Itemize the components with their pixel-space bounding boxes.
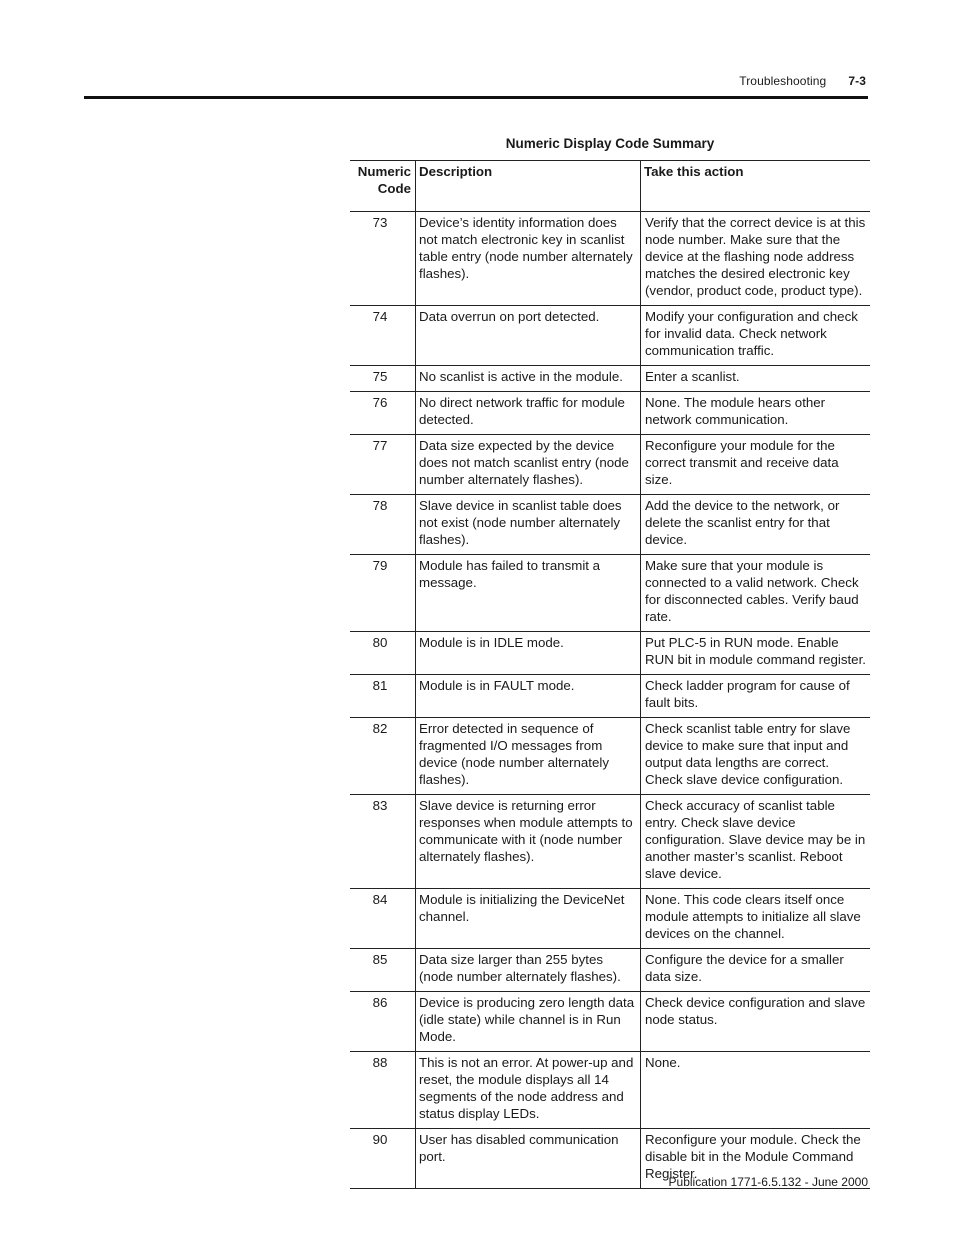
description-cell: No direct network traffic for module detected. (416, 392, 641, 435)
description-cell: No scanlist is active in the module. (416, 366, 641, 392)
description-cell: Module is in FAULT mode. (416, 675, 641, 718)
description-cell: This is not an error. At power-up and reset, the module displays all 14 segments of the node address and status display LEDs. (416, 1052, 641, 1129)
table-row (350, 1052, 870, 1129)
code-cell: 85 (350, 949, 416, 992)
description-cell: User has disabled communication port. (416, 1129, 641, 1189)
table-row (350, 435, 870, 495)
code-cell: 82 (350, 718, 416, 795)
table-row (350, 949, 870, 992)
table-row (350, 392, 870, 435)
code-cell: 78 (350, 495, 416, 555)
description-cell: Data size expected by the device does not match scanlist entry (node number alternately flashes). (416, 435, 641, 495)
code-cell: 80 (350, 632, 416, 675)
action-cell: Add the device to the network, or delete the scanlist entry for that device. (641, 495, 871, 555)
table-title: Numeric Display Code Summary (505, 136, 715, 151)
code-cell: 77 (350, 435, 416, 495)
action-cell: Check ladder program for cause of fault bits. (641, 675, 871, 718)
code-cell: 81 (350, 675, 416, 718)
action-cell: Put PLC-5 in RUN mode. Enable RUN bit in module command register. (641, 632, 871, 675)
description-cell: Device is producing zero length data (idle state) while channel is in Run Mode. (416, 992, 641, 1052)
action-cell: None. This code clears itself once module attempts to initialize all slave devices on the channel. (641, 889, 871, 949)
action-cell: Configure the device for a smaller data size. (641, 949, 871, 992)
description-cell: Module is in IDLE mode. (416, 632, 641, 675)
action-cell: Modify your configuration and check for invalid data. Check network communication traffic. (641, 306, 871, 366)
running-header (739, 74, 866, 88)
publication-footer: Publication 1771-6.5.132 - June 2000 (668, 1175, 868, 1189)
column-header-code: Numeric Code (350, 161, 416, 212)
code-cell: 79 (350, 555, 416, 632)
description-cell: Error detected in sequence of fragmented I/O messages from device (node number alternately flashes). (416, 718, 641, 795)
table-row (350, 306, 870, 366)
description-cell: Slave device in scanlist table does not exist (node number alternately flashes). (416, 495, 641, 555)
code-cell: 88 (350, 1052, 416, 1129)
code-cell: 83 (350, 795, 416, 889)
column-header-action: Take this action (641, 161, 871, 212)
action-cell: Reconfigure your module. Check the disable bit in the Module Command Register. (641, 1129, 871, 1189)
action-cell: Make sure that your module is connected to a valid network. Check for disconnected cables. Verify baud rate. (641, 555, 871, 632)
action-cell: Check accuracy of scanlist table entry. Check slave device configuration. Slave device may be in another master’s scanlist. Reboot slave device. (641, 795, 871, 889)
page-number: 7-3 (848, 74, 866, 88)
table-row (350, 366, 870, 392)
table-body (350, 212, 870, 1189)
code-cell: 76 (350, 392, 416, 435)
table-row (350, 718, 870, 795)
table-header-row (350, 161, 870, 212)
description-cell: Data size larger than 255 bytes (node number alternately flashes). (416, 949, 641, 992)
action-cell: None. The module hears other network communication. (641, 392, 871, 435)
description-cell: Slave device is returning error responses when module attempts to communicate with it (node number alternately flashes). (416, 795, 641, 889)
table-row (350, 675, 870, 718)
action-cell: Check scanlist table entry for slave device to make sure that input and output data lengths are correct. Check slave device configuration. (641, 718, 871, 795)
code-cell: 75 (350, 366, 416, 392)
table-row (350, 555, 870, 632)
table-row (350, 795, 870, 889)
description-cell: Module has failed to transmit a message. (416, 555, 641, 632)
column-header-description: Description (416, 161, 641, 212)
table-row (350, 632, 870, 675)
table-row (350, 212, 870, 306)
action-cell: Enter a scanlist. (641, 366, 871, 392)
numeric-code-table (350, 160, 870, 1189)
table-row (350, 992, 870, 1052)
code-cell: 73 (350, 212, 416, 306)
header-rule (84, 96, 868, 99)
description-cell: Device’s identity information does not match electronic key in scanlist table entry (node number alternately flashes). (416, 212, 641, 306)
table-row (350, 495, 870, 555)
section-title: Troubleshooting (739, 74, 827, 88)
code-cell: 74 (350, 306, 416, 366)
action-cell: Verify that the correct device is at this node number. Make sure that the device at the flashing node address matches the desired electronic key (vendor, product code, product type). (641, 212, 871, 306)
code-cell: 86 (350, 992, 416, 1052)
action-cell: None. (641, 1052, 871, 1129)
action-cell: Check device configuration and slave node status. (641, 992, 871, 1052)
table-row (350, 889, 870, 949)
code-cell: 84 (350, 889, 416, 949)
description-cell: Data overrun on port detected. (416, 306, 641, 366)
description-cell: Module is initializing the DeviceNet channel. (416, 889, 641, 949)
action-cell: Reconfigure your module for the correct transmit and receive data size. (641, 435, 871, 495)
code-cell: 90 (350, 1129, 416, 1189)
